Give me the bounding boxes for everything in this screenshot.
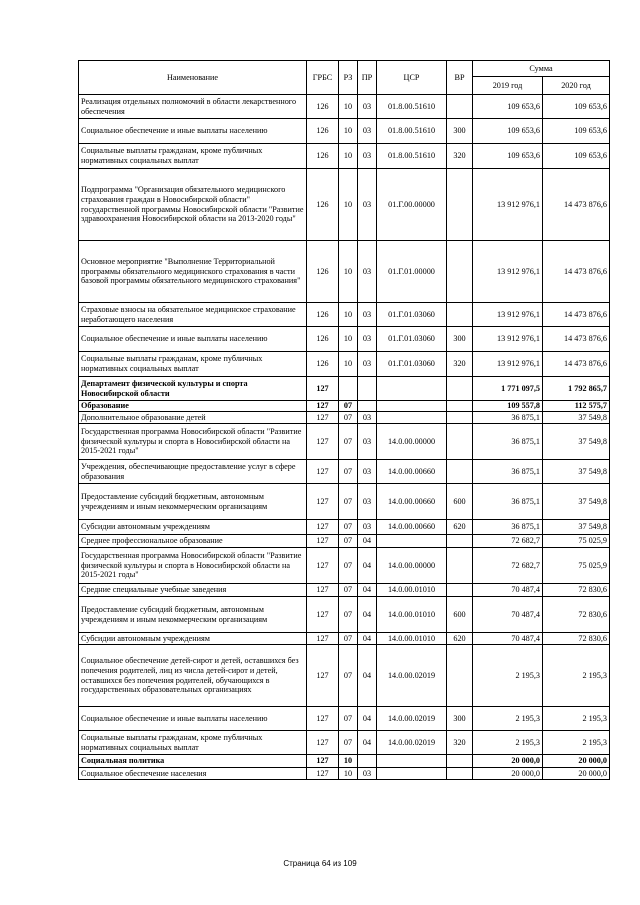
cell-v2019: 13 912 976,1 [473,352,543,377]
cell-v2020: 14 473 876,6 [543,327,610,352]
cell-v2020: 75 025,9 [543,535,610,548]
cell-name: Предоставление субсидий бюджетным, автономным учреждениям и иным некоммерческим организациям [79,597,307,633]
cell-v2020: 14 473 876,6 [543,352,610,377]
cell-vr [447,645,473,707]
table-row [79,645,610,707]
cell-vr: 320 [447,352,473,377]
cell-name: Социальные выплаты гражданам, кроме публичных нормативных социальных выплат [79,352,307,377]
cell-pr: 04 [358,731,377,755]
cell-csr [377,401,447,412]
cell-pr: 03 [358,768,377,780]
cell-grbs: 126 [307,352,339,377]
table-row [79,241,610,303]
cell-v2019: 36 875,1 [473,460,543,484]
cell-name: Субсидии автономным учреждениям [79,633,307,645]
cell-vr: 600 [447,484,473,520]
cell-csr: 01.8.00.51610 [377,144,447,169]
header-name: Наименование [79,61,307,95]
cell-name: Социальная политика [79,755,307,768]
cell-v2020: 37 549,8 [543,424,610,460]
table-row [79,535,610,548]
cell-v2020: 72 830,6 [543,584,610,597]
cell-name: Основное мероприятие "Выполнение Территориальной программы обязательного медицинского страхования в части базовой программы обязательного медицинского страхования" [79,241,307,303]
cell-rz: 07 [339,597,358,633]
table-row [79,169,610,241]
cell-name: Социальное обеспечение и иные выплаты населению [79,327,307,352]
cell-v2020: 2 195,3 [543,707,610,731]
cell-v2020: 75 025,9 [543,548,610,584]
cell-pr: 03 [358,327,377,352]
cell-vr [447,548,473,584]
cell-v2019: 2 195,3 [473,707,543,731]
cell-csr: 14.0.00.00000 [377,548,447,584]
cell-v2020: 37 549,8 [543,520,610,535]
cell-v2019: 109 653,6 [473,95,543,119]
cell-rz: 07 [339,460,358,484]
cell-v2020: 2 195,3 [543,731,610,755]
cell-vr [447,303,473,327]
cell-v2020: 37 549,8 [543,460,610,484]
cell-vr: 320 [447,731,473,755]
cell-grbs: 127 [307,707,339,731]
cell-csr [377,377,447,401]
cell-v2019: 1 771 097,5 [473,377,543,401]
cell-csr: 14.0.00.00000 [377,424,447,460]
cell-rz: 10 [339,119,358,144]
cell-csr: 14.0.00.00660 [377,484,447,520]
cell-rz: 07 [339,707,358,731]
cell-vr: 600 [447,597,473,633]
cell-v2019: 20 000,0 [473,768,543,780]
cell-pr: 04 [358,645,377,707]
cell-pr: 03 [358,119,377,144]
cell-csr: 14.0.00.01010 [377,584,447,597]
cell-pr: 03 [358,352,377,377]
cell-pr: 03 [358,95,377,119]
cell-csr: 14.0.00.01010 [377,633,447,645]
cell-rz: 10 [339,169,358,241]
table-row [79,424,610,460]
cell-vr [447,95,473,119]
cell-name: Социальное обеспечение населения [79,768,307,780]
cell-vr [447,412,473,424]
cell-rz: 07 [339,645,358,707]
cell-vr [447,460,473,484]
cell-vr [447,584,473,597]
cell-v2019: 72 682,7 [473,548,543,584]
cell-rz: 10 [339,144,358,169]
cell-grbs: 126 [307,169,339,241]
cell-rz: 07 [339,401,358,412]
cell-grbs: 127 [307,584,339,597]
cell-v2019: 109 653,6 [473,144,543,169]
cell-grbs: 126 [307,303,339,327]
cell-v2019: 36 875,1 [473,520,543,535]
cell-pr [358,377,377,401]
table-row [79,352,610,377]
table-row [79,731,610,755]
cell-v2020: 2 195,3 [543,645,610,707]
budget-table [78,60,610,780]
cell-rz: 10 [339,768,358,780]
cell-grbs: 127 [307,484,339,520]
header-csr: ЦСР [377,61,447,95]
cell-pr: 03 [358,169,377,241]
cell-csr [377,412,447,424]
cell-rz: 10 [339,241,358,303]
cell-csr: 01.8.00.51610 [377,119,447,144]
cell-grbs: 127 [307,548,339,584]
cell-pr: 04 [358,707,377,731]
cell-rz: 10 [339,95,358,119]
cell-csr: 01.8.00.51610 [377,95,447,119]
cell-v2019: 109 557,8 [473,401,543,412]
cell-grbs: 127 [307,460,339,484]
cell-vr: 620 [447,520,473,535]
cell-pr: 04 [358,597,377,633]
cell-v2020: 14 473 876,6 [543,169,610,241]
cell-v2020: 109 653,6 [543,95,610,119]
cell-grbs: 127 [307,401,339,412]
cell-pr: 03 [358,412,377,424]
header-2019: 2019 год [473,77,543,95]
cell-grbs: 127 [307,377,339,401]
cell-v2020: 37 549,8 [543,484,610,520]
cell-name: Подпрограмма "Организация обязательного медицинского страхования граждан в Новосибирской области" государственной программы Новосибирской области "Развитие здравоохранения Новосибирской области на 2013-2020 годы" [79,169,307,241]
cell-pr: 04 [358,584,377,597]
cell-v2020: 14 473 876,6 [543,241,610,303]
cell-vr [447,169,473,241]
cell-v2020: 14 473 876,6 [543,303,610,327]
cell-rz: 10 [339,755,358,768]
cell-v2020: 1 792 865,7 [543,377,610,401]
cell-name: Социальное обеспечение и иные выплаты населению [79,119,307,144]
table-row [79,303,610,327]
table-row [79,633,610,645]
cell-v2020: 37 549,8 [543,412,610,424]
cell-csr: 01.Г.00.00000 [377,169,447,241]
cell-v2019: 2 195,3 [473,731,543,755]
cell-csr [377,755,447,768]
cell-rz: 07 [339,520,358,535]
cell-pr: 03 [358,144,377,169]
cell-rz: 07 [339,548,358,584]
cell-rz: 07 [339,412,358,424]
cell-csr: 01.Г.01.03060 [377,327,447,352]
table-row [79,707,610,731]
cell-grbs: 127 [307,535,339,548]
header-rz: РЗ [339,61,358,95]
cell-grbs: 126 [307,95,339,119]
cell-grbs: 127 [307,755,339,768]
cell-v2020: 112 575,7 [543,401,610,412]
table-row [79,460,610,484]
cell-vr: 620 [447,633,473,645]
table-row [79,584,610,597]
cell-v2020: 20 000,0 [543,768,610,780]
cell-vr [447,768,473,780]
cell-grbs: 127 [307,768,339,780]
cell-name: Социальные выплаты гражданам, кроме публичных нормативных социальных выплат [79,731,307,755]
cell-pr: 03 [358,520,377,535]
cell-vr [447,535,473,548]
header-pr: ПР [358,61,377,95]
cell-vr: 300 [447,707,473,731]
cell-csr: 14.0.00.02019 [377,645,447,707]
table-row [79,95,610,119]
cell-rz: 07 [339,633,358,645]
table-row [79,412,610,424]
cell-v2019: 72 682,7 [473,535,543,548]
table-row [79,144,610,169]
cell-v2019: 20 000,0 [473,755,543,768]
table-row [79,768,610,780]
cell-grbs: 127 [307,645,339,707]
cell-v2019: 36 875,1 [473,412,543,424]
cell-csr [377,768,447,780]
cell-v2019: 70 487,4 [473,584,543,597]
cell-pr [358,401,377,412]
cell-pr: 03 [358,424,377,460]
table-row [79,119,610,144]
cell-v2019: 70 487,4 [473,633,543,645]
cell-pr: 03 [358,241,377,303]
cell-name: Социальное обеспечение и иные выплаты населению [79,707,307,731]
cell-csr [377,535,447,548]
cell-rz: 07 [339,424,358,460]
cell-vr [447,755,473,768]
cell-v2020: 72 830,6 [543,597,610,633]
cell-v2019: 109 653,6 [473,119,543,144]
cell-rz: 10 [339,352,358,377]
cell-csr: 14.0.00.01010 [377,597,447,633]
cell-name: Субсидии автономным учреждениям [79,520,307,535]
cell-rz [339,377,358,401]
cell-grbs: 126 [307,119,339,144]
cell-vr: 320 [447,144,473,169]
cell-vr [447,377,473,401]
cell-name: Средние специальные учебные заведения [79,584,307,597]
cell-v2020: 72 830,6 [543,633,610,645]
cell-grbs: 127 [307,597,339,633]
table-row [79,597,610,633]
header-sum: Сумма [473,61,610,77]
cell-name: Социальное обеспечение детей-сирот и детей, оставшихся без попечения родителей, лиц из числа детей-сирот и детей, оставшихся без попечения родителей, обучающихся в государственных образовательных организациях [79,645,307,707]
cell-v2019: 70 487,4 [473,597,543,633]
cell-vr [447,241,473,303]
cell-rz: 10 [339,327,358,352]
cell-rz: 07 [339,731,358,755]
cell-pr: 03 [358,484,377,520]
cell-v2019: 13 912 976,1 [473,303,543,327]
cell-v2019: 13 912 976,1 [473,241,543,303]
cell-rz: 07 [339,584,358,597]
cell-pr: 03 [358,303,377,327]
cell-csr: 01.Г.01.03060 [377,303,447,327]
cell-pr: 04 [358,535,377,548]
cell-v2019: 13 912 976,1 [473,327,543,352]
cell-grbs: 127 [307,633,339,645]
cell-vr: 300 [447,119,473,144]
cell-v2020: 20 000,0 [543,755,610,768]
cell-csr: 14.0.00.00660 [377,460,447,484]
cell-vr: 300 [447,327,473,352]
cell-pr: 04 [358,633,377,645]
cell-name: Социальные выплаты гражданам, кроме публичных нормативных социальных выплат [79,144,307,169]
cell-grbs: 126 [307,144,339,169]
cell-csr: 14.0.00.02019 [377,731,447,755]
cell-grbs: 127 [307,731,339,755]
table-row [79,484,610,520]
cell-name: Государственная программа Новосибирской области "Развитие физической культуры и спорта в Новосибирской области на 2015-2021 годы" [79,424,307,460]
table-row [79,520,610,535]
table-row [79,327,610,352]
cell-csr: 14.0.00.00660 [377,520,447,535]
cell-csr: 01.Г.01.03060 [377,352,447,377]
header-grbs: ГРБС [307,61,339,95]
cell-grbs: 126 [307,241,339,303]
cell-pr [358,755,377,768]
cell-name: Образование [79,401,307,412]
cell-v2019: 13 912 976,1 [473,169,543,241]
budget-table-page [78,60,609,780]
cell-name: Среднее профессиональное образование [79,535,307,548]
cell-v2019: 36 875,1 [473,424,543,460]
cell-csr: 14.0.00.02019 [377,707,447,731]
cell-name: Учреждения, обеспечивающие предоставление услуг в сфере образования [79,460,307,484]
table-row [79,377,610,401]
cell-grbs: 127 [307,520,339,535]
cell-vr [447,401,473,412]
cell-name: Департамент физической культуры и спорта Новосибирской области [79,377,307,401]
page-footer: Страница 64 из 109 [283,859,357,868]
cell-grbs: 127 [307,424,339,460]
cell-csr: 01.Г.01.00000 [377,241,447,303]
cell-v2020: 109 653,6 [543,119,610,144]
cell-rz: 07 [339,535,358,548]
cell-vr [447,424,473,460]
cell-name: Страховые взносы на обязательное медицинское страхование неработающего населения [79,303,307,327]
cell-pr: 04 [358,548,377,584]
header-2020: 2020 год [543,77,610,95]
cell-name: Государственная программа Новосибирской области "Развитие физической культуры и спорта в Новосибирской области на 2015-2021 годы" [79,548,307,584]
cell-grbs: 127 [307,412,339,424]
cell-v2020: 109 653,6 [543,144,610,169]
cell-pr: 03 [358,460,377,484]
table-row [79,548,610,584]
cell-rz: 10 [339,303,358,327]
cell-name: Дополнительное образование детей [79,412,307,424]
table-row [79,401,610,412]
cell-v2019: 36 875,1 [473,484,543,520]
cell-name: Предоставление субсидий бюджетным, автономным учреждениям и иным некоммерческим организациям [79,484,307,520]
cell-grbs: 126 [307,327,339,352]
cell-v2019: 2 195,3 [473,645,543,707]
header-vr: ВР [447,61,473,95]
table-row [79,755,610,768]
cell-name: Реализация отдельных полномочий в области лекарственного обеспечения [79,95,307,119]
table-body [79,95,610,780]
cell-rz: 07 [339,484,358,520]
